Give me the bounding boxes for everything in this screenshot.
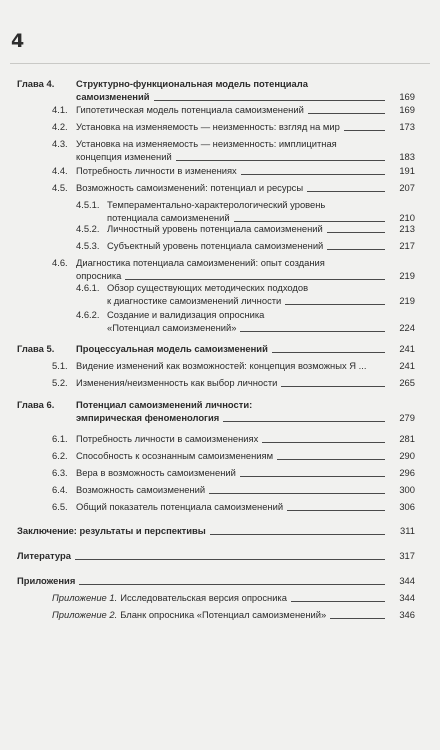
page-ref: 290: [399, 450, 415, 461]
page-ref: 296: [399, 467, 415, 478]
entry-title: Установка на изменяемость — неизменность: имплицитная: [76, 138, 337, 149]
leader-line: [240, 331, 385, 332]
leader-line: [240, 476, 385, 477]
leader-line: [262, 442, 385, 443]
page-ref: 344: [399, 592, 415, 603]
entry-title: Изменения/неизменность как выбор личности: [76, 377, 278, 388]
appendix-label: Приложение 1.: [52, 592, 118, 603]
page-ref: 346: [399, 609, 415, 620]
entry-title: Вера в возможность самоизменений: [76, 467, 236, 478]
entry-title: «Потенциал самоизменений»: [107, 322, 237, 333]
entry-title: концепция изменений: [76, 151, 172, 162]
entry-title: Потребность личности в изменениях: [76, 165, 237, 176]
leader-line: [75, 559, 385, 560]
entry-title: Исследовательская версия опросника: [120, 592, 287, 603]
page-ref: 191: [399, 165, 415, 176]
entry-title: Субъектный уровень потенциала самоизменений: [107, 240, 324, 251]
section-number: 6.5.: [52, 501, 68, 512]
page-ref: 317: [399, 550, 415, 561]
entry-title: Структурно-функциональная модель потенциала: [76, 78, 308, 89]
leader-line: [154, 100, 386, 101]
page-ref: 265: [399, 377, 415, 388]
page-ref: 279: [399, 412, 415, 423]
appendix-label: Приложение 2.: [52, 609, 118, 620]
page-number: 4: [11, 30, 25, 52]
page-ref: 219: [399, 270, 415, 281]
leader-line: [285, 304, 385, 305]
entry-title: Потенциал самоизменений личности:: [76, 399, 253, 410]
page-ref: 213: [399, 223, 415, 234]
leader-line: [344, 130, 385, 131]
leader-line: [291, 601, 385, 602]
page-ref: 241: [399, 360, 415, 371]
page-ref: 169: [399, 91, 415, 102]
leader-line: [79, 584, 385, 585]
entry-title: Обзор существующих методических подходов: [107, 282, 309, 293]
leader-line: [287, 510, 385, 511]
leader-line: [272, 352, 385, 353]
section-number: 4.5.3.: [76, 240, 100, 251]
page-ref: 217: [399, 240, 415, 251]
page-ref: 281: [399, 433, 415, 444]
page-ref: 219: [399, 295, 415, 306]
leader-line: [281, 386, 385, 387]
entry-title: Возможность самоизменений: потенциал и ресурсы: [76, 182, 304, 193]
entry-title: Темпераментально-характерологический уровень: [107, 199, 326, 210]
page-ref: 300: [399, 484, 415, 495]
entry-title: Потребность личности в самоизменениях: [76, 433, 259, 444]
section-number: 4.5.2.: [76, 223, 100, 234]
entry-title: самоизменений: [76, 91, 150, 102]
entry-title: к диагностике самоизменений личности: [107, 295, 282, 306]
leader-line: [307, 191, 385, 192]
entry-title: Установка на изменяемость — неизменность: взгляд на мир: [76, 121, 340, 132]
section-number: 6.1.: [52, 433, 68, 444]
entry-title: Видение изменений как возможностей: концепция возможных Я ...: [76, 360, 367, 371]
section-number: 4.6.1.: [76, 282, 100, 293]
entry-title: Диагностика потенциала самоизменений: опыт создания: [76, 257, 325, 268]
section-number: 6.2.: [52, 450, 68, 461]
page-ref: 306: [399, 501, 415, 512]
section-number: 6.4.: [52, 484, 68, 495]
leader-line: [176, 160, 385, 161]
page-ref: 183: [399, 151, 415, 162]
page-ref: 241: [399, 343, 415, 354]
section-number: 4.4.: [52, 165, 68, 176]
entry-title: потенциала самоизменений: [107, 212, 230, 223]
entry-title: Общий показатель потенциала самоизменений: [76, 501, 284, 512]
section-number: 4.1.: [52, 104, 68, 115]
entry-title: Создание и валидизация опросника: [107, 309, 265, 320]
entry-title: Гипотетическая модель потенциала самоизменений: [76, 104, 304, 115]
entry-title: опросника: [76, 270, 122, 281]
entry-title: Личностный уровень потенциала самоизменений: [107, 223, 323, 234]
leader-line: [308, 113, 385, 114]
leader-line: [330, 618, 385, 619]
section-number: 4.3.: [52, 138, 68, 149]
chapter-label: Глава 6.: [17, 399, 55, 410]
entry-title: Бланк опросника «Потенциал самоизменений»: [120, 609, 327, 620]
section-number: 4.5.1.: [76, 199, 100, 210]
leader-line: [210, 534, 385, 535]
entry-title: эмпирическая феноменология: [76, 412, 220, 423]
entry-title: Процессуальная модель самоизменений: [76, 343, 268, 354]
section-number: 6.3.: [52, 467, 68, 478]
section-number: 5.1.: [52, 360, 68, 371]
leader-line: [241, 174, 385, 175]
page-ref: 311: [400, 525, 415, 536]
leader-line: [327, 249, 385, 250]
leader-line: [327, 232, 385, 233]
leader-line: [125, 279, 385, 280]
page-ref: 169: [399, 104, 415, 115]
entry-title: Возможность самоизменений: [76, 484, 206, 495]
page-ref: 207: [399, 182, 415, 193]
page-ref: 210: [399, 212, 415, 223]
page-ref: 173: [399, 121, 415, 132]
section-number: 4.5.: [52, 182, 68, 193]
entry-title: Литература: [17, 550, 71, 561]
entry-title: Заключение: результаты и перспективы: [17, 525, 206, 536]
chapter-label: Глава 5.: [17, 343, 55, 354]
leader-line: [277, 459, 385, 460]
section-number: 4.6.2.: [76, 309, 100, 320]
section-number: 4.6.: [52, 257, 68, 268]
entry-title: Способность к осознанным самоизменениям: [76, 450, 274, 461]
section-number: 4.2.: [52, 121, 68, 132]
leader-line: [209, 493, 385, 494]
entry-title: Приложения: [17, 575, 76, 586]
page-ref: 224: [399, 322, 415, 333]
page-ref: 344: [399, 575, 415, 586]
leader-line: [223, 421, 385, 422]
chapter-label: Глава 4.: [17, 78, 55, 89]
section-number: 5.2.: [52, 377, 68, 388]
